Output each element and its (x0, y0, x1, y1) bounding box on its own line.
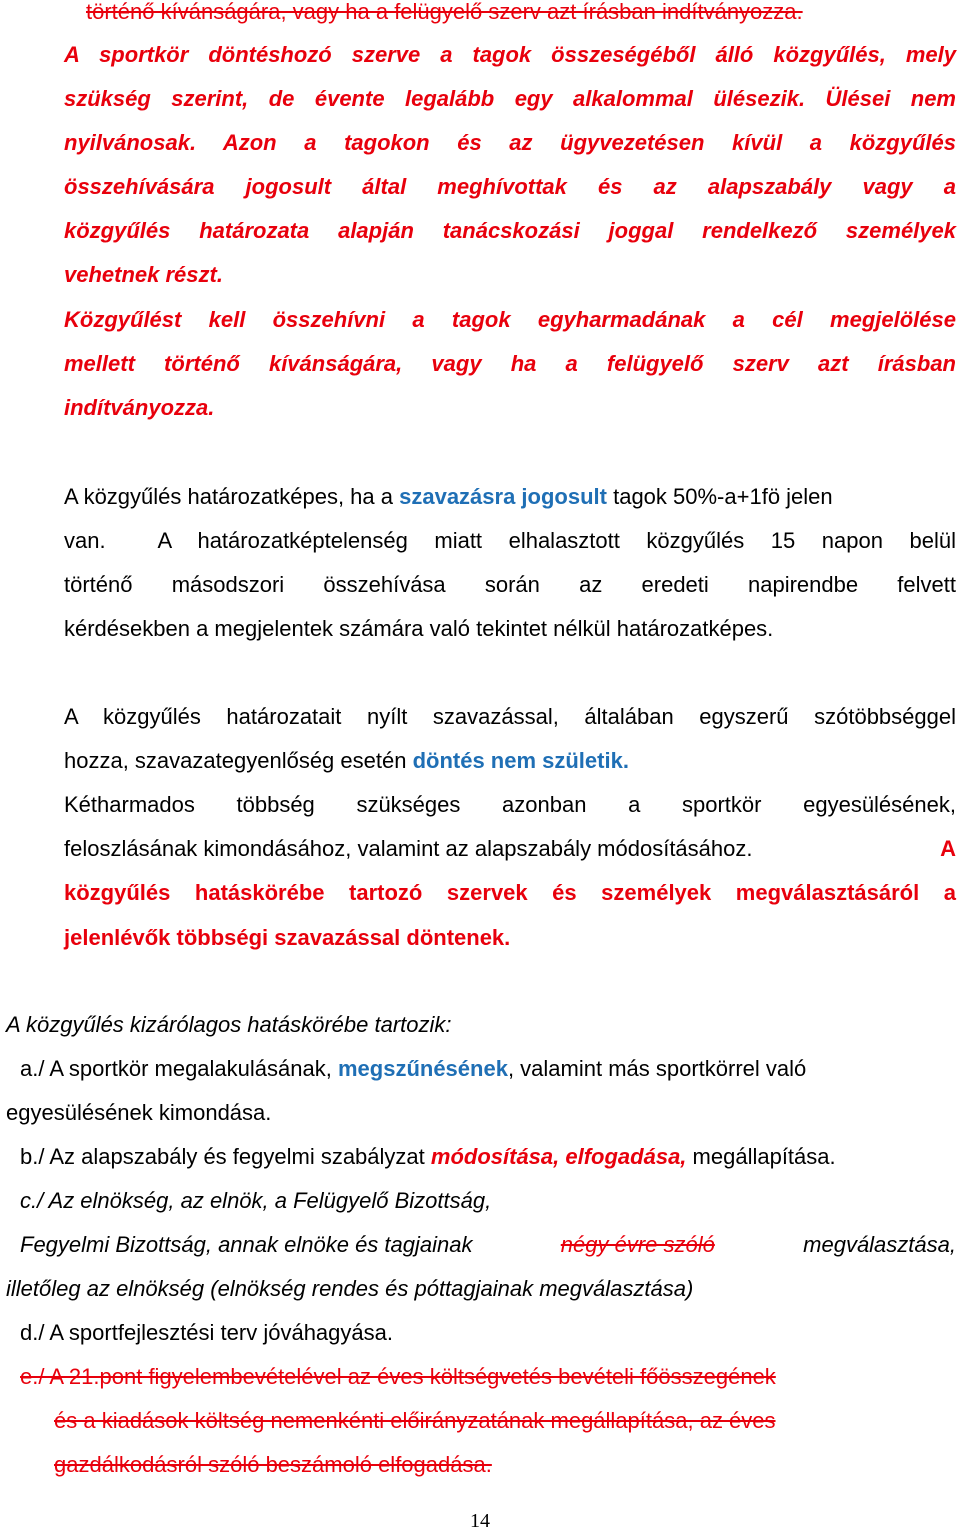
decision-line-6: jelenlévők többségi szavazással döntenek. (64, 925, 511, 950)
list-item-e-line-2: és a kiadások költség nemenkénti előirányzatának megállapítása, az éves (54, 1408, 776, 1433)
list-heading: A közgyűlés kizárólagos hatáskörébe tartozik: (6, 1012, 452, 1037)
decision-line-2: hozza, szavazategyenlőség esetén döntés nem születik. (64, 748, 629, 773)
paragraph-2-line-2: mellett történő kívánságára, vagy ha a felügyelő szerv azt írásban (64, 351, 956, 376)
decision-line-1: A közgyűlés határozatait nyílt szavazással, általában egyszerű szótöbbséggel (64, 704, 956, 729)
no-decision-highlight: döntés nem születik. (412, 748, 629, 773)
paragraph-1-line-5: közgyűlés határozata alapján tanácskozási joggal rendelkező személyek (64, 218, 956, 243)
list-item-a-line-1: a./ A sportkör megalakulásának, megszűnésének, valamint más sportkörrel való (20, 1056, 807, 1081)
list-item-b: b./ Az alapszabály és fegyelmi szabályzat módosítása, elfogadása, megállapítása. (20, 1144, 836, 1169)
paragraph-1-line-4: összehívására jogosult által meghívottak és az alapszabály vagy a (64, 174, 956, 199)
paragraph-2-line-3: indítványozza. (64, 395, 215, 420)
quorum-line-2: van. A határozatképtelenség miatt elhalasztott közgyűlés 15 napon belül (64, 528, 956, 553)
paragraph-1-line-1: A sportkör döntéshozó szerve a tagok összeségéből álló közgyűlés, mely (64, 42, 956, 67)
paragraph-1-line-2: szükség szerint, de évente legalább egy alkalommal ülésezik. Ülései nem (64, 86, 956, 111)
quorum-line-3: történő másodszori összehívása során az eredeti napirendbe felvett (64, 572, 956, 597)
quorum-line-1: A közgyűlés határozatképes, ha a szavazásra jogosult tagok 50%-a+1fö jelen (64, 484, 833, 509)
quorum-line-4: kérdésekben a megjelentek számára való tekintet nélkül határozatképes. (64, 616, 774, 641)
list-item-c-line-1: c./ Az elnökség, az elnök, a Felügyelő Bizottság, (20, 1188, 492, 1213)
dissolution-highlight: megszűnésének (337, 1056, 508, 1081)
list-item-e-line-3: gazdálkodásról szóló beszámoló elfogadása. (54, 1452, 492, 1477)
voting-eligible-highlight: szavazásra jogosult (399, 484, 607, 509)
list-item-c-line-2: Fegyelmi Bizottság, annak elnöke és tagjainak négy évre szóló megválasztása, (20, 1230, 956, 1260)
decision-line-4: feloszlásának kimondásához, valamint az alapszabály módosításához. A (64, 836, 956, 861)
paragraph-2-line-1: Közgyűlést kell összehívni a tagok egyharmadának a cél megjelölése (64, 307, 956, 332)
list-item-c-line-3: illetőleg az elnökség (elnökség rendes és póttagjainak megválasztása) (6, 1276, 694, 1301)
decision-line-5: közgyűlés hatáskörébe tartozó szervek és személyek megválasztásáról a (64, 880, 956, 905)
list-item-d: d./ A sportfejlesztési terv jóváhagyása. (20, 1320, 393, 1345)
paragraph-1-line-6: vehetnek részt. (64, 262, 223, 287)
list-item-a-line-2: egyesülésének kimondása. (6, 1100, 272, 1125)
struck-four-years: négy évre szóló (560, 1232, 715, 1257)
paragraph-1-line-3: nyilvánosak. Azon a tagokon és az ügyvezetésen kívül a közgyűlés (64, 130, 956, 155)
list-item-e-line-1: e./ A 21.pont figyelembevételével az éves költségvetés bevételi főösszegének (20, 1364, 776, 1389)
page-number: 14 (470, 1510, 490, 1532)
decision-line-3: Kétharmados többség szükséges azonban a sportkör egyesülésének, (64, 792, 956, 817)
struck-line-0: történő kívánságára, vagy ha a felügyelő szerv azt írásban indítványozza. (86, 0, 803, 24)
amendment-highlight: módosítása, elfogadása, (430, 1144, 687, 1169)
